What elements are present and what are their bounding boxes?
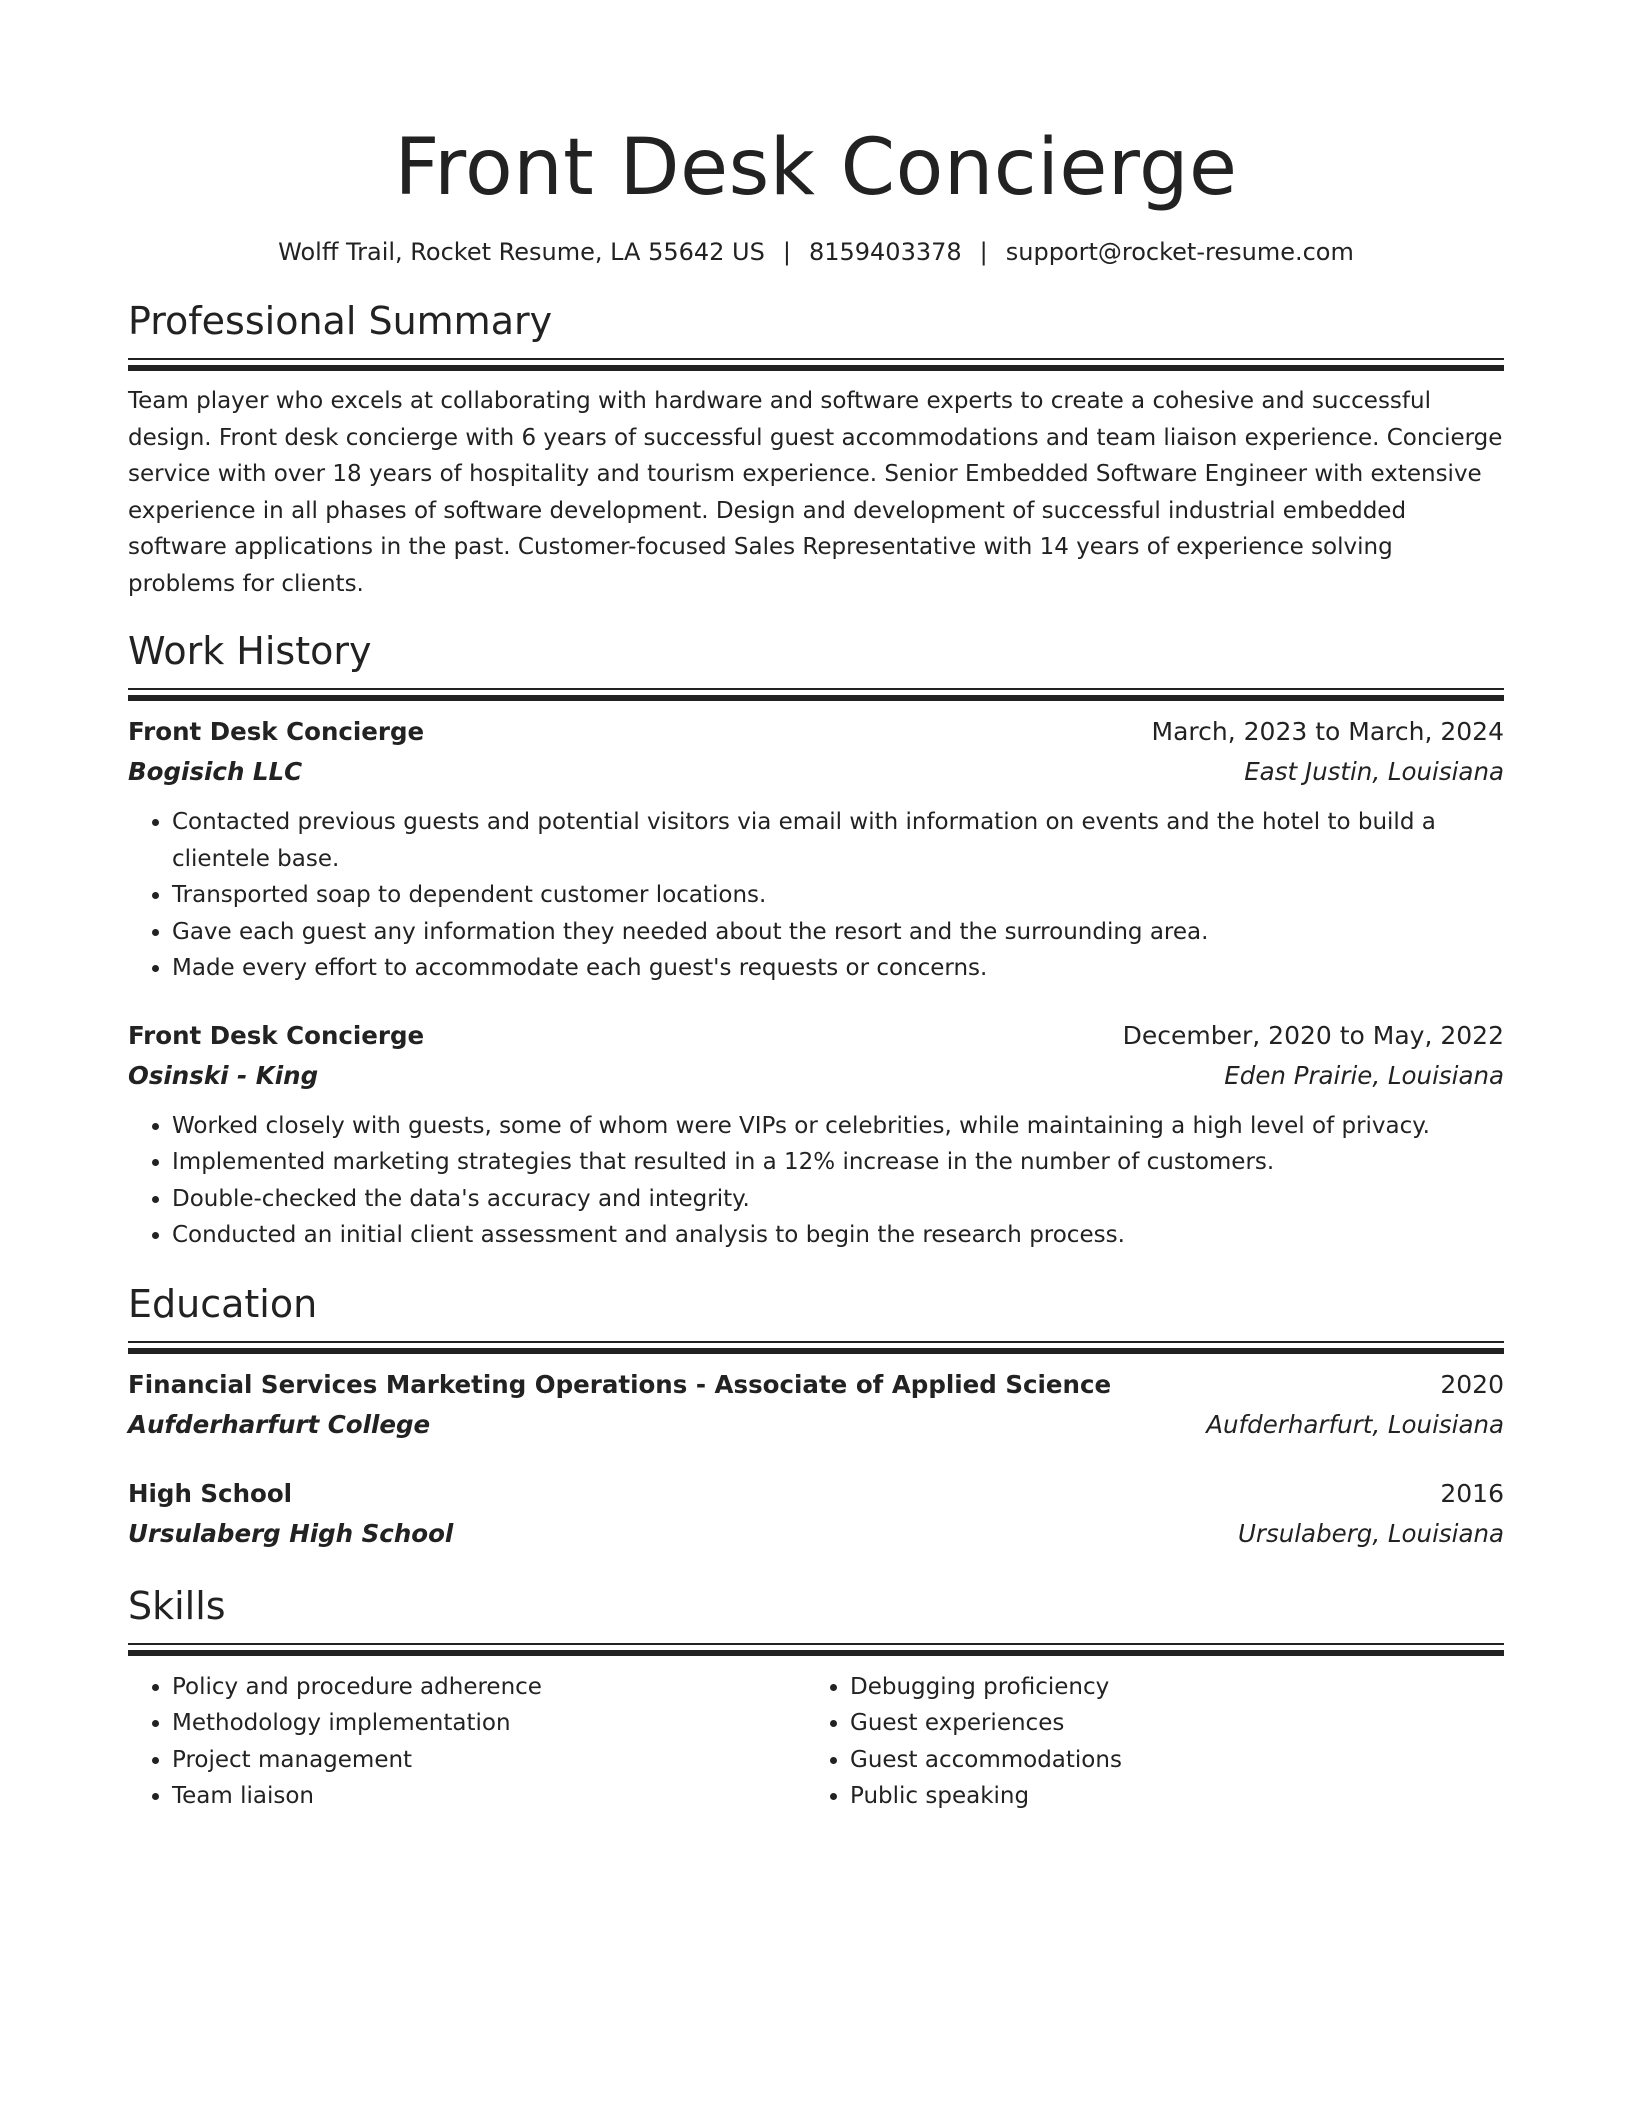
list-item: • Guest accommodations (850, 1742, 1484, 1779)
job-bullets (128, 804, 1504, 987)
education-section (128, 1280, 1504, 1554)
list-item: • Double-checked the data's accuracy and integrity. (172, 1181, 1504, 1218)
contact-line (128, 236, 1504, 268)
candidate-name: Front Desk Concierge (394, 123, 1238, 213)
job-subheader (128, 1056, 1504, 1096)
contact-separator: | (979, 238, 988, 266)
contact-separator: | (782, 238, 791, 266)
section-title-education: Education (128, 1281, 318, 1326)
education-school: Aufderharfurt College (128, 1409, 431, 1439)
section-divider (128, 358, 1504, 372)
job-header (128, 1016, 1504, 1056)
education-school: Ursulaberg High School (128, 1518, 454, 1548)
list-item: • Conducted an initial client assessment and analysis to begin the research process. (172, 1217, 1504, 1254)
education-subheader (128, 1514, 1504, 1554)
job-header (128, 712, 1504, 752)
job-entry (128, 1016, 1504, 1254)
education-degree: High School (128, 1478, 293, 1508)
education-year: 2020 (1440, 1369, 1504, 1399)
job-entry (128, 712, 1504, 987)
skills-list-right (806, 1669, 1484, 1815)
job-location: East Justin, Louisiana (1244, 757, 1504, 786)
list-item: • Team liaison (172, 1778, 806, 1815)
resume-page (128, 0, 1504, 1815)
education-degree: Financial Services Marketing Operations - Associate of Applied Science (128, 1369, 1112, 1399)
education-entry (128, 1474, 1504, 1554)
education-location: Ursulaberg, Louisiana (1237, 1518, 1504, 1548)
summary-text: Team player who excels at collaborating with hardware and software experts to create a cohesive and successful design. Front desk concierge with 6 years of successful guest accommodations and team liaison experience. Concierge service with over 18 years of hospitality and tourism experience. Senior Embedded Software Engineer with extensive experience in all phases of software development. Design and development of successful industrial embedded software applications in the past. Customer-focused Sales Representative with 14 years of experience solving problems for clients. (128, 388, 1503, 597)
list-item: • Gave each guest any information they needed about the resort and the surrounding area. (172, 914, 1504, 951)
section-title-skills: Skills (128, 1583, 226, 1628)
job-location: Eden Prairie, Louisiana (1224, 1060, 1504, 1090)
section-divider (128, 1643, 1504, 1657)
job-title: Front Desk Concierge (128, 1020, 425, 1050)
section-title-summary: Professional Summary (128, 299, 553, 343)
education-subheader (128, 1405, 1504, 1445)
education-header (128, 1474, 1504, 1514)
education-location: Aufderharfurt, Louisiana (1206, 1409, 1504, 1439)
list-item: • Debugging proficiency (850, 1669, 1484, 1706)
job-bullets (128, 1108, 1504, 1254)
list-item: • Contacted previous guests and potential visitors via email with information on events and the hotel to build a clientele base. (172, 804, 1504, 877)
list-item: • Implemented marketing strategies that resulted in a 12% increase in the number of customers. (172, 1144, 1504, 1181)
job-dates: December, 2020 to May, 2022 (1122, 1020, 1504, 1050)
list-item: • Policy and procedure adherence (172, 1669, 806, 1706)
job-company: Bogisich LLC (128, 757, 303, 786)
list-item: • Worked closely with guests, some of whom were VIPs or celebrities, while maintaining a high level of privacy. (172, 1108, 1504, 1145)
contact-phone: 8159403378 (808, 238, 962, 266)
section-divider (128, 1341, 1504, 1355)
job-dates: March, 2023 to March, 2024 (1151, 717, 1504, 746)
work-history-section (128, 627, 1504, 1254)
list-item: • Guest experiences (850, 1705, 1484, 1742)
skills-section (128, 1582, 1504, 1815)
skills-columns (128, 1669, 1504, 1815)
education-entry (128, 1365, 1504, 1445)
job-subheader (128, 752, 1504, 792)
education-header (128, 1365, 1504, 1405)
list-item: • Project management (172, 1742, 806, 1779)
skills-list-left (128, 1669, 806, 1815)
list-item: • Public speaking (850, 1778, 1484, 1815)
summary-section (128, 297, 1504, 602)
contact-address: Wolff Trail, Rocket Resume, LA 55642 US (278, 238, 765, 266)
list-item: • Methodology implementation (172, 1705, 806, 1742)
education-year: 2016 (1440, 1478, 1504, 1508)
contact-email[interactable]: support@rocket-resume.com (1005, 238, 1354, 266)
list-item: • Made every effort to accommodate each guest's requests or concerns. (172, 950, 1504, 987)
section-divider (128, 688, 1504, 702)
job-company: Osinski - King (128, 1060, 319, 1090)
list-item: • Transported soap to dependent customer locations. (172, 877, 1504, 914)
section-title-work-history: Work History (128, 629, 372, 673)
job-title: Front Desk Concierge (128, 717, 425, 746)
